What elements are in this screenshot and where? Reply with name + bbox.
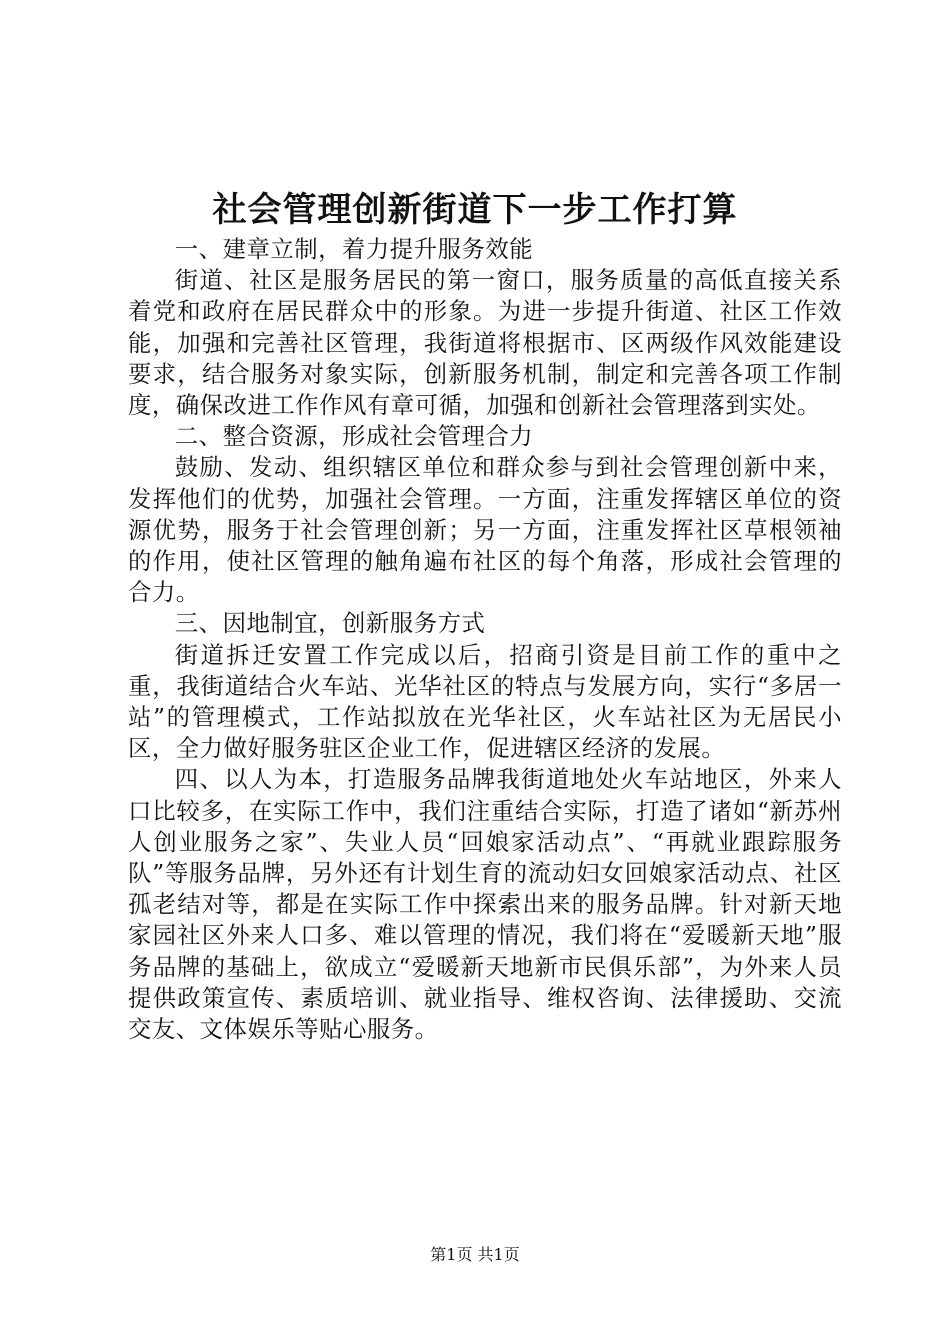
section-heading-1: 一、建章立制，着力提升服务效能	[174, 235, 534, 263]
section-heading-2: 二、整合资源，形成社会管理合力	[174, 422, 534, 451]
section-paragraph-2: 鼓励、发动、组织辖区单位和群众参与到社会管理创新中来，发挥他们的优势，加强社会管理。一方面，注重发挥辖区单位的资源优势，服务于社会管理创新；另一方面，注重发挥社区草根领袖的作用，使社区管理的触角遍布社区的每个角落，形成社会管理的合力。	[128, 453, 842, 607]
document-title: 社会管理创新街道下一步工作打算	[212, 190, 738, 230]
page-footer: 第1页 共1页	[430, 1245, 520, 1264]
section-paragraph-4: 四、以人为本，打造服务品牌我街道地处火车站地区，外来人口比较多，在实际工作中，我们注重结合实际，打造了诸如“新苏州人创业服务之家”、失业人员“回娘家活动点”、“再就业跟踪服务队”等服务品牌，另外还有计划生育的流动妇女回娘家活动点、社区孤老结对等，都是在实际工作中探索出来的服务品牌。针对新天地家园社区外来人口多、难以管理的情况，我们将在“爱暖新天地”服务品牌的基础上，欲成立“爱暖新天地新市民俱乐部”，为外来人员提供政策宣传、素质培训、就业指导、维权咨询、法律援助、交流交友、文体娱乐等贴心服务。	[128, 765, 842, 1044]
document-body	[128, 234, 842, 1045]
section-heading-3: 三、因地制宜，创新服务方式	[174, 609, 486, 638]
section-paragraph-1: 街道、社区是服务居民的第一窗口，服务质量的高低直接关系着党和政府在居民群众中的形象。为进一步提升街道、社区工作效能，加强和完善社区管理，我街道将根据市、区两级作风效能建设要求，结合服务对象实际，创新服务机制，制定和完善各项工作制度，确保改进工作作风有章可循，加强和创新社会管理落到实处。	[128, 266, 842, 420]
section-paragraph-3: 街道拆迁安置工作完成以后，招商引资是目前工作的重中之重，我街道结合火车站、光华社区的特点与发展方向，实行“多居一站”的管理模式，工作站拟放在光华社区，火车站社区为无居民小区，全力做好服务驻区企业工作，促进辖区经济的发展。	[128, 640, 842, 763]
